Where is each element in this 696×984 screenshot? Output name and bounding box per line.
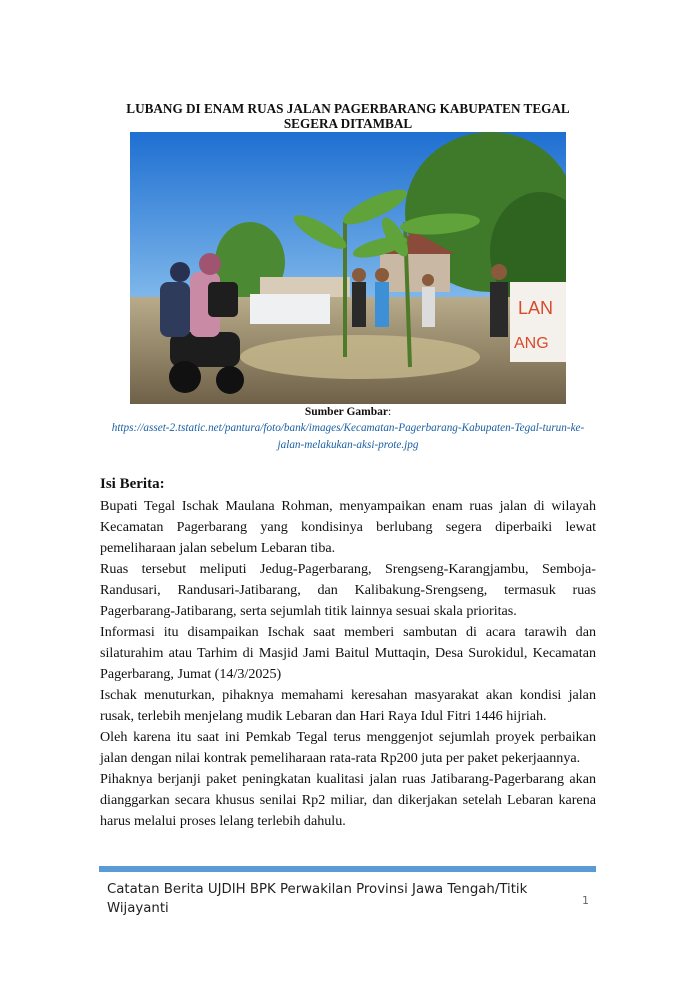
news-title: LUBANG DI ENAM RUAS JALAN PAGERBARANG KABUPATEN TEGAL SEGERA DITAMBAL xyxy=(126,101,570,131)
paragraph: Informasi itu disampaikan Ischak saat memberi sambutan di acara tarawih dan silaturahim atau Tarhim di Masjid Jami Baitul Muttaqin, Desa Surokidul, Kecamatan Pagerbarang, Jumat (14/3/2025) xyxy=(100,624,596,682)
paragraph: Ischak menuturkan, pihaknya memahami keresahan masyarakat akan kondisi jalan rusak, terlebih menjelang mudik Lebaran dan Hari Raya Idul Fitri 1446 hijriah. xyxy=(100,687,596,724)
paragraph: Oleh karena itu saat ini Pemkab Tegal terus menggenjot sejumlah proyek perbaikan jalan dengan nilai kontrak pemeliharaan rata-rata Rp200 juta per paket pekerjaannya. xyxy=(100,729,596,766)
footer-note: Catatan Berita UJDIH BPK Perwakilan Provinsi Jawa Tengah/Titik Wijayanti xyxy=(107,882,528,916)
figure-caption xyxy=(100,406,596,418)
caption-label: Sumber Gambar xyxy=(304,406,388,418)
svg-text:ANG: ANG xyxy=(514,335,549,352)
page-number: 1 xyxy=(582,894,589,907)
paragraph: Pihaknya berjanji paket peningkatan kualitasi jalan ruas Jatibarang-Pagerbarang akan dianggarkan secara khusus senilai Rp2 miliar, dan dikerjakan setelah Lebaran karena harus melalui proses lelang terlebih dahulu. xyxy=(100,771,596,829)
news-photo xyxy=(130,132,566,404)
paragraph: Ruas tersebut meliputi Jedug-Pagerbarang, Srengseng-Karangjambu, Semboja-Randusari, Randusari-Jatibarang, dan Kalibakung-Srengseng, termasuk ruas Pagerbarang-Jatibarang, serta sejumlah titik lainnya sesuai skala prioritas. xyxy=(100,561,596,619)
section-heading: Isi Berita: xyxy=(100,476,165,492)
caption-colon: : xyxy=(387,406,392,418)
paragraph: Bupati Tegal Ischak Maulana Rohman, menyampaikan enam ruas jalan di wilayah Kecamatan Pagerbarang yang kondisinya berlubang segera diperbaiki lewat pemeliharaan jalan sebelum Lebaran tiba. xyxy=(100,498,596,556)
svg-text:LAN: LAN xyxy=(518,298,554,318)
article-body xyxy=(100,496,596,832)
source-link[interactable]: https://asset-2.tstatic.net/pantura/foto/bank/images/Kecamatan-Pagerbarang-Kabupaten-Tegal-turun-ke-jalan-melakukan-aksi-prote.jpg xyxy=(111,422,585,451)
footer-rule xyxy=(99,866,596,872)
